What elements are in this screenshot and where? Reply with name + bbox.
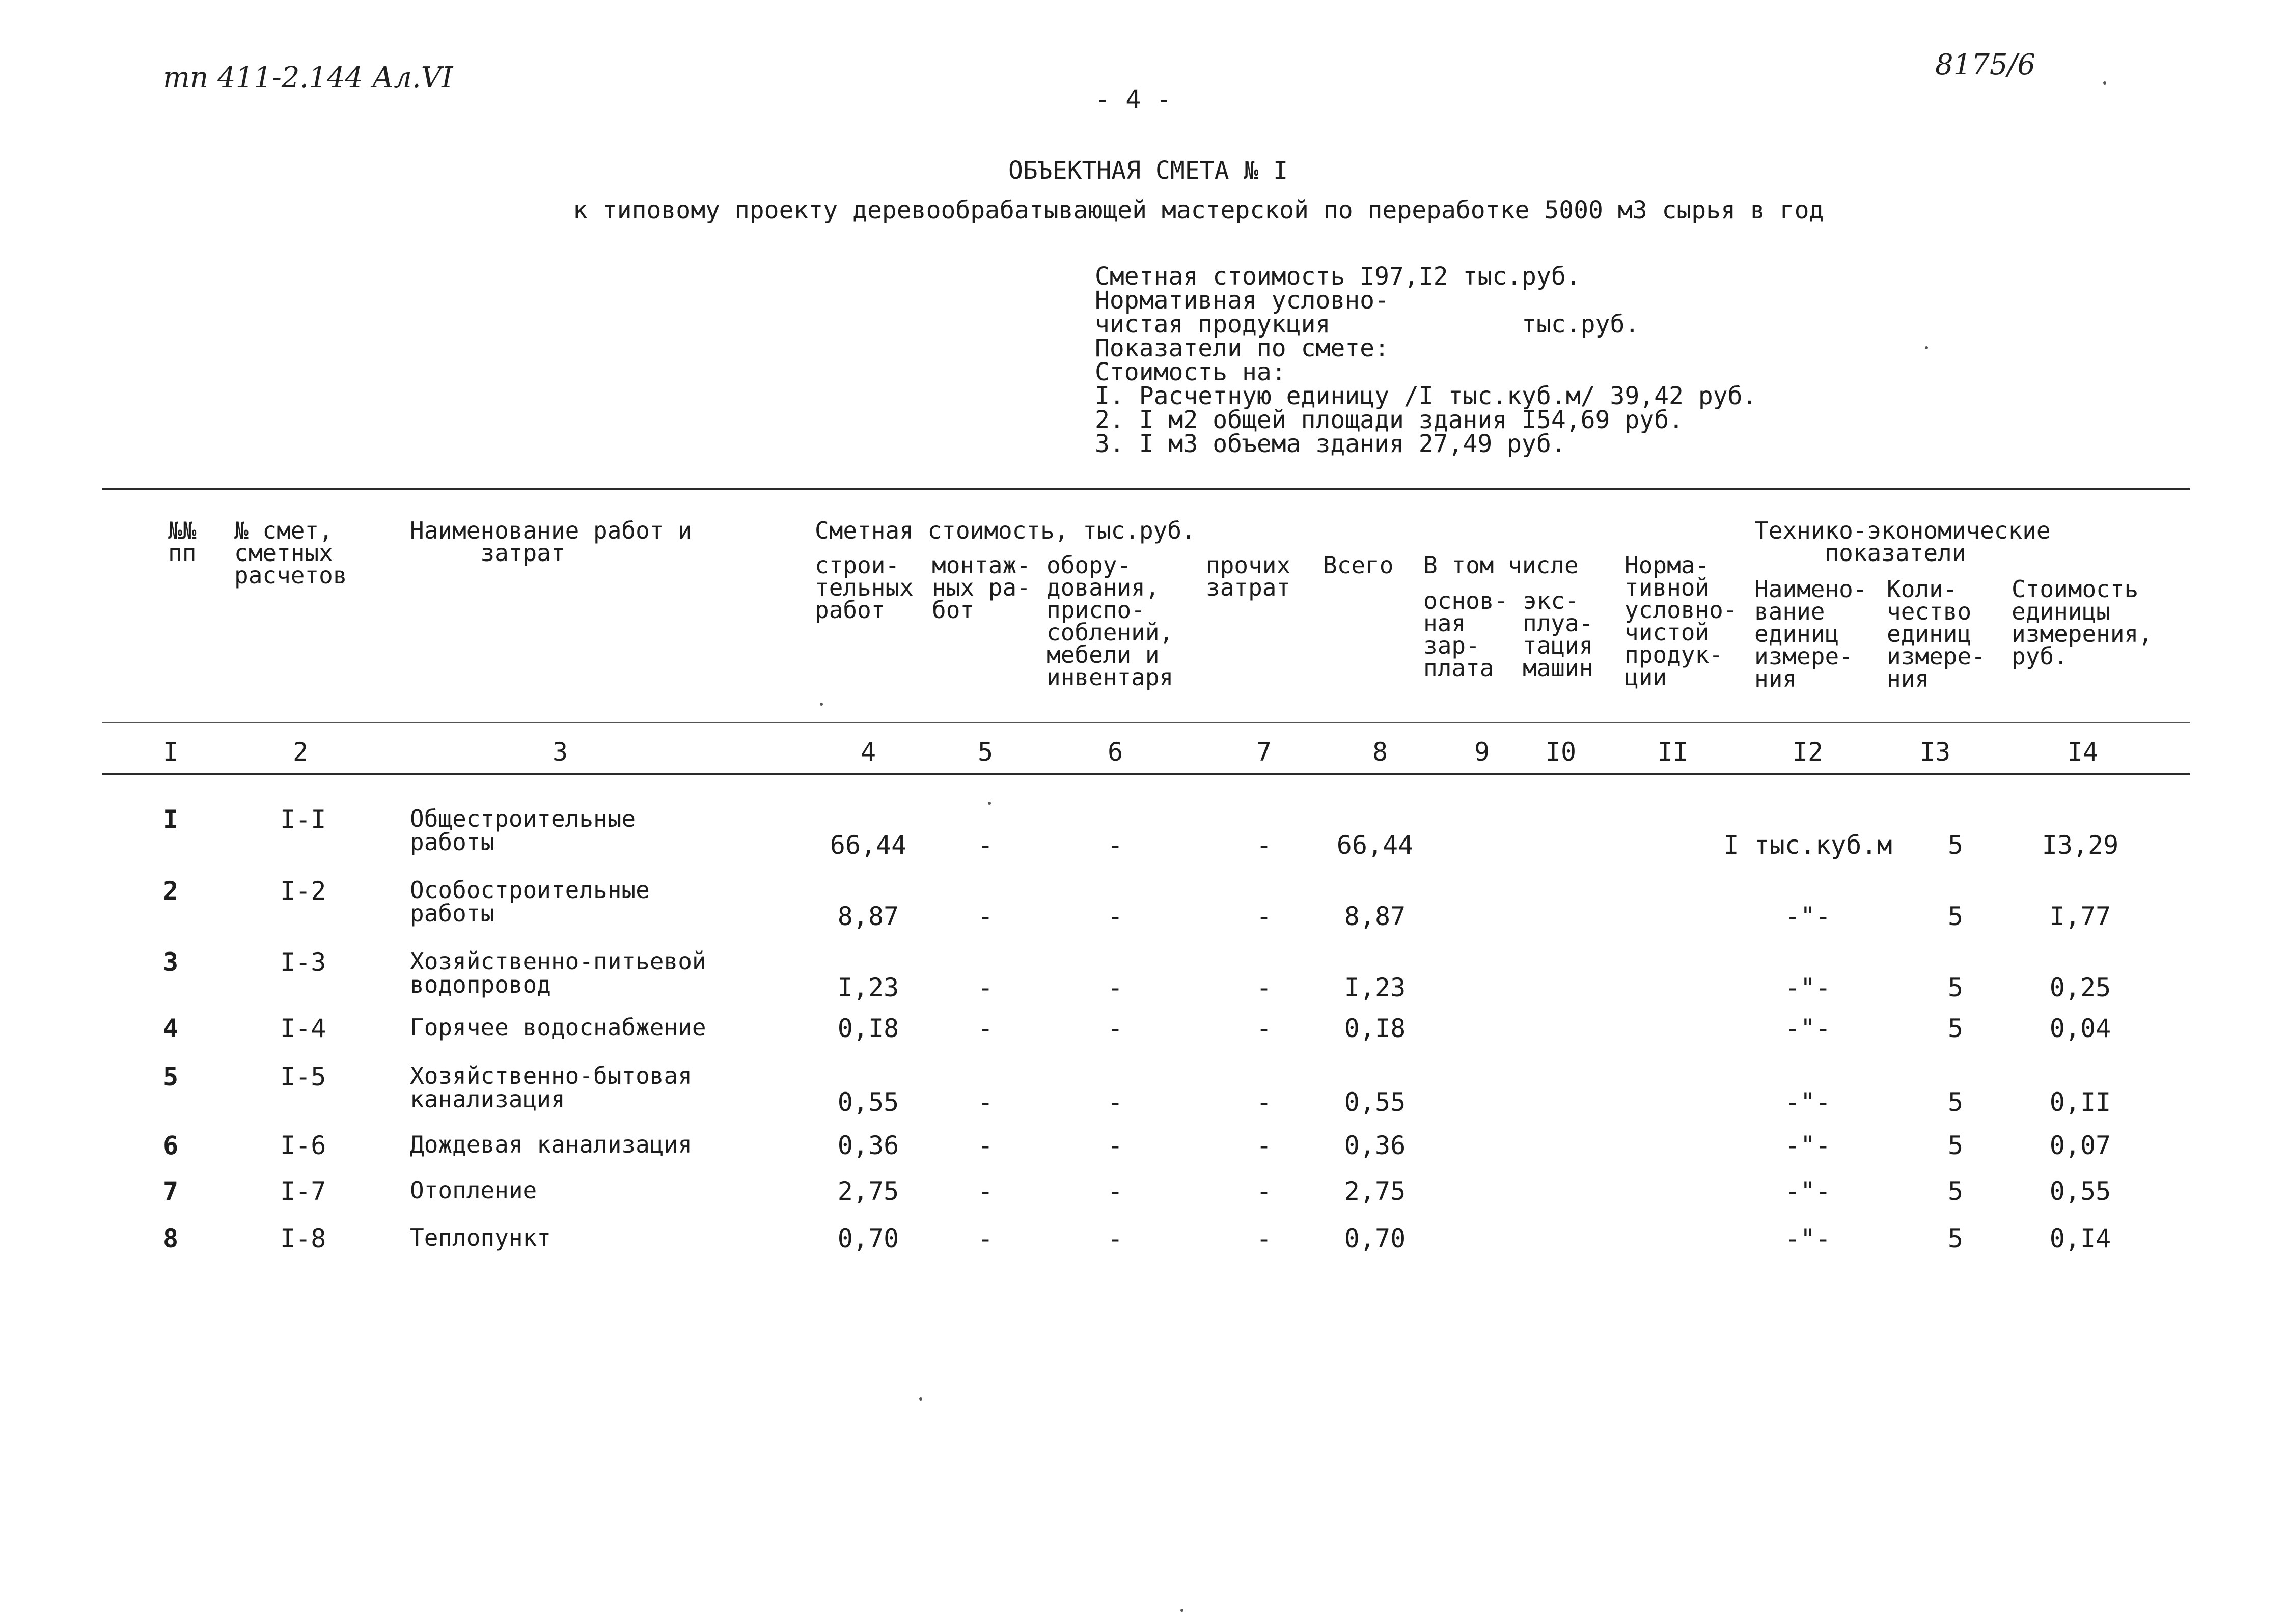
cell-unit-cost: 0,25 [2049, 973, 2111, 1002]
cell-unit-cost: 0,II [2049, 1087, 2111, 1117]
cell-equipment: - [1107, 1014, 1123, 1043]
header-equipment: обору- дования, приспо- соблений, мебели и инвентаря [1046, 551, 1174, 691]
scan-speck [1180, 1609, 1183, 1612]
header-unit-qty: Коли- чество единиц измере- ния [1887, 575, 1986, 692]
header-rule [102, 722, 2190, 723]
cell-name: Дождевая канализация [410, 1131, 692, 1158]
cell-unit-name: -"- [1784, 1177, 1831, 1206]
cell-total: 66,44 [1336, 830, 1414, 860]
cell-other: - [1256, 1087, 1272, 1117]
cell-total: 0,70 [1344, 1224, 1406, 1253]
column-number: I4 [2067, 737, 2099, 767]
estimate-summary [1095, 262, 1757, 458]
header-unit-name: Наимено- вание единиц измере- ния [1754, 575, 1867, 692]
cell-equipment: - [1107, 973, 1123, 1002]
cell-installation: - [977, 902, 994, 931]
header-total: Всего [1323, 551, 1394, 579]
cell-construction: 8,87 [837, 902, 899, 931]
document-title: ОБЪЕКТНАЯ СМЕТА № I [1008, 156, 1288, 185]
header-construction: строи- тельных работ [815, 551, 914, 624]
cell-construction: 0,36 [837, 1131, 899, 1160]
sheet-number-handwritten: 8175/6 [1935, 48, 2036, 81]
header-including: В том числе [1423, 551, 1579, 579]
cell-other: - [1256, 1014, 1272, 1043]
column-number: I3 [1919, 737, 1951, 767]
cell-unit-name: -"- [1784, 1224, 1831, 1253]
cell-unit-cost: 0,04 [2049, 1014, 2111, 1043]
cell-unit-name: I тыс.куб.м [1723, 830, 1892, 860]
header-other: прочих затрат [1206, 551, 1291, 601]
cell-other: - [1256, 902, 1272, 931]
cell-unit-name: -"- [1784, 1014, 1831, 1043]
cell-unit-qty: 5 [1947, 1224, 1964, 1253]
column-number: I2 [1792, 737, 1824, 767]
summary-line: чистая продукция тыс.руб. [1095, 310, 1640, 339]
cell-total: 2,75 [1344, 1177, 1406, 1206]
cell-name: Хозяйственно-бытовая канализация [410, 1062, 692, 1113]
cell-equipment: - [1107, 1177, 1123, 1206]
summary-line: Нормативная условно- [1095, 286, 1389, 315]
column-number: II [1657, 737, 1689, 767]
column-number: 2 [292, 737, 309, 767]
scan-speck [2103, 81, 2106, 85]
cell-unit-cost: I3,29 [2042, 830, 2119, 860]
cell-unit-qty: 5 [1947, 973, 1964, 1002]
cell-name: Горячее водоснабжение [410, 1014, 706, 1041]
cell-installation: - [977, 1131, 994, 1160]
cell-total: 0,36 [1344, 1131, 1406, 1160]
scan-speck [919, 1397, 922, 1401]
cell-equipment: - [1107, 1131, 1123, 1160]
document-reference-handwritten: тп 411-2.144 Ал.VI [163, 61, 453, 94]
cell-name: Хозяйственно-питьевой водопровод [410, 947, 706, 998]
cell-installation: - [977, 1087, 994, 1117]
cell-unit-qty: 5 [1947, 1087, 1964, 1117]
cell-other: - [1256, 1224, 1272, 1253]
cell-total: 8,87 [1344, 902, 1406, 931]
column-number: 7 [1256, 737, 1272, 767]
cell-installation: - [977, 1177, 994, 1206]
cell-equipment: - [1107, 830, 1123, 860]
cell-num: 2 [162, 876, 179, 906]
cell-num: 6 [162, 1131, 179, 1160]
scan-speck [1925, 346, 1928, 349]
table-top-rule [102, 488, 2190, 490]
cell-num: 3 [162, 947, 179, 977]
cell-estimate-no: I-5 [280, 1062, 326, 1091]
cell-equipment: - [1107, 1087, 1123, 1117]
cell-num: 8 [162, 1224, 179, 1253]
column-number: 8 [1372, 737, 1388, 767]
cell-construction: 0,70 [837, 1224, 899, 1253]
cell-name: Общестроительные работы [410, 805, 636, 856]
cell-unit-qty: 5 [1947, 1014, 1964, 1043]
summary-line: I. Расчетную единицу /I тыс.куб.м/ 39,42 руб. [1095, 382, 1757, 410]
summary-line: Сметная стоимость I97,I2 тыс.руб. [1095, 262, 1581, 291]
cell-total: 0,I8 [1344, 1014, 1406, 1043]
cell-estimate-no: I-8 [280, 1224, 326, 1253]
cell-construction: 66,44 [830, 830, 907, 860]
cell-unit-cost: 0,55 [2049, 1177, 2111, 1206]
scan-speck [820, 703, 823, 706]
cell-construction: 0,55 [837, 1087, 899, 1117]
cell-installation: - [977, 830, 994, 860]
cell-installation: - [977, 973, 994, 1002]
header-estimate-no: № смет, сметных расчетов [234, 517, 347, 589]
column-number: 5 [977, 737, 994, 767]
cell-unit-cost: 0,07 [2049, 1131, 2111, 1160]
cell-construction: I,23 [837, 973, 899, 1002]
column-number: 9 [1474, 737, 1490, 767]
header-installation: монтаж- ных ра- бот [932, 551, 1031, 624]
column-number: I0 [1545, 737, 1577, 767]
cell-other: - [1256, 830, 1272, 860]
header-cost-group: Сметная стоимость, тыс.руб. [815, 517, 1196, 544]
page-number: - 4 - [1095, 85, 1172, 114]
cell-unit-qty: 5 [1947, 1177, 1964, 1206]
column-number: 4 [860, 737, 876, 767]
cell-unit-qty: 5 [1947, 830, 1964, 860]
cell-unit-cost: 0,I4 [2049, 1224, 2111, 1253]
cell-construction: 2,75 [837, 1177, 899, 1206]
column-number: I [162, 737, 179, 767]
header-unit-cost: Стоимость единицы измерения, руб. [2012, 575, 2153, 670]
cell-equipment: - [1107, 902, 1123, 931]
cell-construction: 0,I8 [837, 1014, 899, 1043]
header-tech-econ: Технико-экономические показатели [1754, 517, 2051, 567]
cell-unit-cost: I,77 [2049, 902, 2111, 931]
cell-estimate-no: I-7 [280, 1177, 326, 1206]
cell-name: Особостроительные работы [410, 876, 650, 927]
cell-estimate-no: I-2 [280, 876, 326, 906]
cell-total: I,23 [1344, 973, 1406, 1002]
cell-unit-name: -"- [1784, 1131, 1831, 1160]
scan-speck [988, 802, 991, 805]
header-num: №№ пп [168, 517, 197, 567]
cell-unit-name: -"- [1784, 902, 1831, 931]
cell-estimate-no: I-I [280, 805, 326, 834]
document-subtitle: к типовому проекту деревообрабатывающей мастерской по переработке 5000 м3 сырья в год [573, 196, 1824, 225]
cell-unit-name: -"- [1784, 973, 1831, 1002]
cell-equipment: - [1107, 1224, 1123, 1253]
header-name: Наименование работ и затрат [410, 517, 692, 567]
header-machine-operation: экс- плуа- тация машин [1523, 587, 1593, 682]
summary-line: 3. I м3 объема здания 27,49 руб. [1095, 430, 1566, 458]
cell-estimate-no: I-3 [280, 947, 326, 977]
cell-num: I [162, 805, 179, 834]
cell-estimate-no: I-6 [280, 1131, 326, 1160]
header-normative-product: Норма- тивной условно- чистой продук- ции [1624, 551, 1738, 691]
column-number: 6 [1107, 737, 1123, 767]
cell-name: Теплопункт [410, 1224, 551, 1251]
cell-installation: - [977, 1224, 994, 1253]
cell-num: 4 [162, 1014, 179, 1043]
cell-num: 7 [162, 1177, 179, 1206]
summary-line: Стоимость на: [1095, 358, 1286, 386]
cell-num: 5 [162, 1062, 179, 1091]
cell-other: - [1256, 1177, 1272, 1206]
cell-unit-qty: 5 [1947, 902, 1964, 931]
cell-name: Отопление [410, 1177, 537, 1204]
column-number: 3 [552, 737, 568, 767]
cell-estimate-no: I-4 [280, 1014, 326, 1043]
cell-total: 0,55 [1344, 1087, 1406, 1117]
cell-other: - [1256, 973, 1272, 1002]
cell-unit-name: -"- [1784, 1087, 1831, 1117]
cell-other: - [1256, 1131, 1272, 1160]
summary-line: 2. I м2 общей площади здания I54,69 руб. [1095, 406, 1684, 434]
header-base-salary: основ- ная зар- плата [1423, 587, 1508, 682]
column-numbers-rule [102, 773, 2190, 775]
summary-line: Показатели по смете: [1095, 334, 1389, 362]
cell-unit-qty: 5 [1947, 1131, 1964, 1160]
cell-installation: - [977, 1014, 994, 1043]
